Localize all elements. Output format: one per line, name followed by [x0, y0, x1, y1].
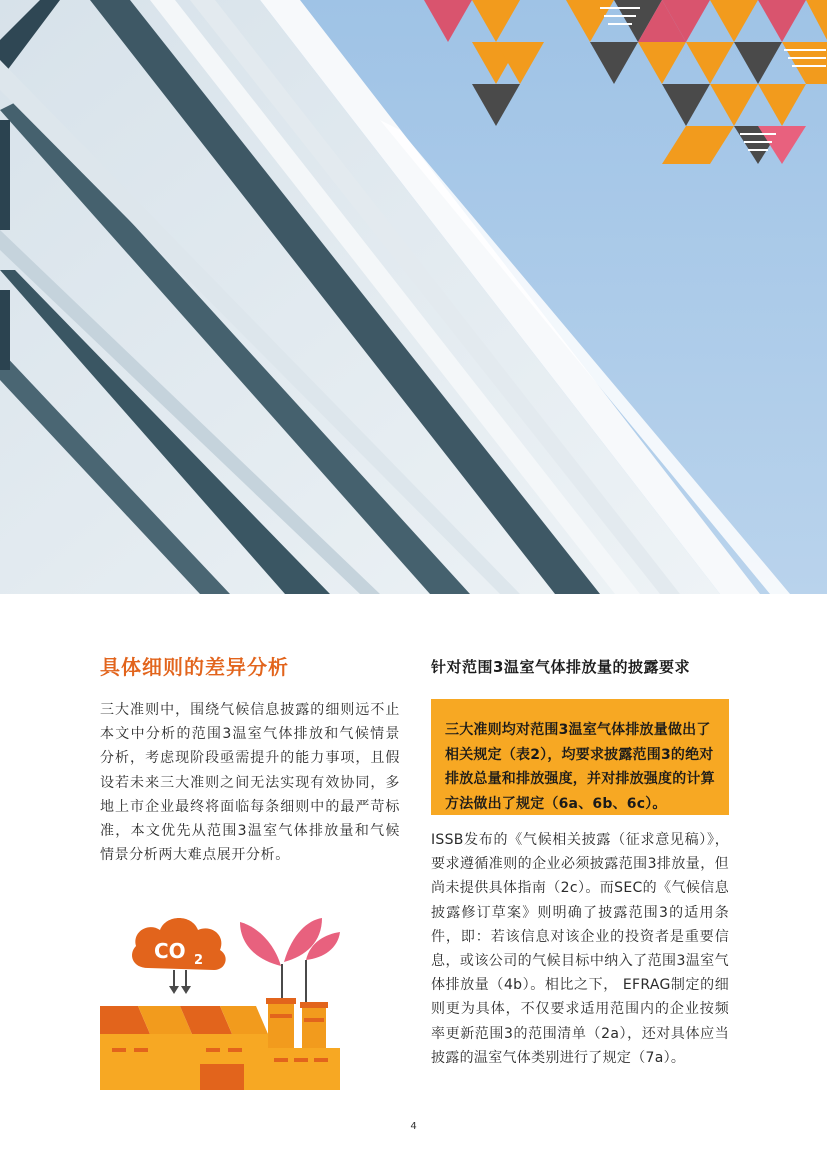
highlight-callout — [431, 699, 729, 815]
co2-subscript: 2 — [194, 953, 204, 968]
emissions-illustration — [96, 898, 344, 1092]
co2-label: CO — [154, 939, 186, 963]
factory-icon — [100, 998, 340, 1090]
intro-paragraph: 三大准则中，围绕气候信息披露的细则远不止本文中分析的范围3温室气体排放和气候情景分析，考虑现阶段亟需提升的能力事项，且假设若未来三大准则之间无法实现有效协同，多地上市企业最终将面临每条细则中的最严苛标准，本文优先从范围3温室气体排放量和气候情景分析两大难点展开分析。 — [100, 702, 400, 864]
subsection-title: 针对范围3温室气体排放量的披露要求 — [431, 658, 690, 676]
section-title: 具体细则的差异分析 — [100, 655, 289, 679]
left-column — [100, 652, 400, 867]
callout-text: 三大准则均对范围3温室气体排放量做出了相关规定（表2），均要求披露范围3的绝对排放总量和排放强度，并对排放强度的计算方法做出了规定（6a、6b、6c）。 — [445, 722, 715, 812]
page-number: 4 — [410, 1121, 417, 1132]
scope3-paragraph: ISSB发布的《气候相关披露（征求意见稿）》，要求遵循准则的企业必须披露范围3排放量，但尚未提供具体指南（2c）。而SEC的《气候信息披露修订草案》则明确了披露范围3的适用条件，即：若该信息对该企业的投资者是重要信息，或该公司的气候目标中纳入了范围3温室气体排放量（4b）。相比之下， EFRAG制定的细则更为具体，不仅要求适用范围内的企业按频率更新范围3的范围清单（2a），还对具体应当披露的温室气体类别进行了规定（7a）。 — [431, 832, 729, 1066]
co2-cloud-icon — [132, 918, 226, 994]
right-column — [431, 652, 729, 682]
plant-icon — [240, 918, 340, 1008]
